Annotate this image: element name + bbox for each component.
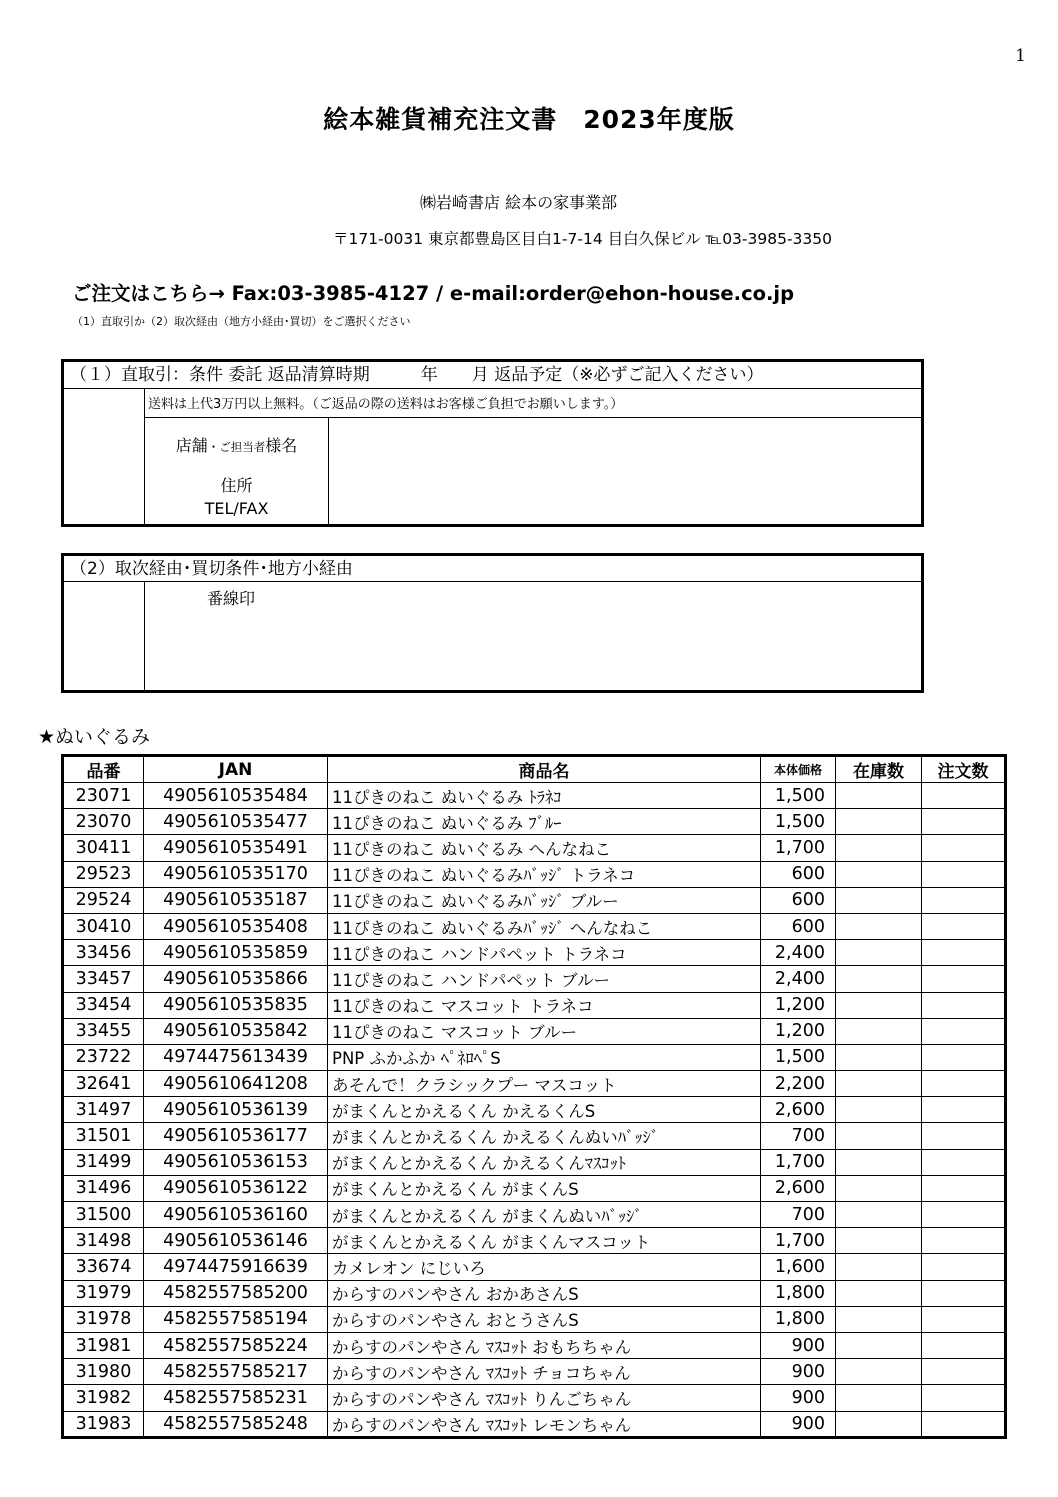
item-jan: 4582557585217 [144,1359,328,1385]
table-row [63,1202,1006,1228]
distributor-header: （2）取次経由･買切条件･地方小経由 [64,556,921,582]
section-title: ★ぬいぐるみ [38,726,151,748]
col-header-name: 商品名 [328,756,761,783]
table-row [63,1332,1006,1358]
stock-cell[interactable] [836,1097,922,1123]
item-jan: 4905610536139 [144,1097,328,1123]
order-quantity-cell[interactable] [922,1411,1006,1437]
table-row [63,835,1006,861]
item-price: 1,500 [761,809,836,835]
item-jan: 4905610535842 [144,1018,328,1044]
table-header-row [63,756,1006,783]
item-price: 600 [761,913,836,939]
table-row [63,1280,1006,1306]
item-jan: 4582557585194 [144,1306,328,1332]
item-name: からすのパンやさん ﾏｽｺｯﾄ おもちちゃん [328,1332,761,1358]
stock-cell[interactable] [836,1149,922,1175]
item-code: 23070 [63,809,144,835]
item-price: 900 [761,1332,836,1358]
item-name: 11ぴきのねこ マスコット トラネコ [328,992,761,1018]
item-price: 2,400 [761,966,836,992]
item-name: 11ぴきのねこ マスコット ブルー [328,1018,761,1044]
order-quantity-cell[interactable] [922,1149,1006,1175]
item-code: 33674 [63,1254,144,1280]
order-quantity-cell[interactable] [922,940,1006,966]
order-contact-line: ご注文はこちら→ Fax:03-3985-4127 / e-mail:order@ehon-house.co.jp [72,282,795,305]
table-row [63,1254,1006,1280]
item-code: 30410 [63,913,144,939]
table-row [63,966,1006,992]
stock-cell[interactable] [836,913,922,939]
order-quantity-cell[interactable] [922,861,1006,887]
item-price: 1,200 [761,1018,836,1044]
item-code: 31983 [63,1411,144,1437]
table-row [63,1306,1006,1332]
page-title: 絵本雑貨補充注文書 2023年度版 [323,105,735,134]
item-jan: 4582557585224 [144,1332,328,1358]
item-code: 29524 [63,887,144,913]
item-price: 600 [761,887,836,913]
item-jan: 4582557585231 [144,1385,328,1411]
order-quantity-cell[interactable] [922,1175,1006,1201]
item-code: 31499 [63,1149,144,1175]
item-code: 23071 [63,783,144,809]
order-quantity-cell[interactable] [922,1385,1006,1411]
order-quantity-cell[interactable] [922,1254,1006,1280]
stock-cell[interactable] [836,861,922,887]
item-name: からすのパンやさん ﾏｽｺｯﾄ チョコちゃん [328,1359,761,1385]
item-name: がまくんとかえるくん かえるくんﾏｽｺｯﾄ [328,1149,761,1175]
item-name: からすのパンやさん ﾏｽｺｯﾄ レモンちゃん [328,1411,761,1437]
direct-trade-header: （１）直取引：条件 委託 返品清算時期 年 月 返品予定（※必ずご記入ください） [64,362,921,389]
item-jan: 4905610535170 [144,861,328,887]
item-price: 600 [761,861,836,887]
item-price: 1,200 [761,992,836,1018]
stock-cell[interactable] [836,1411,922,1437]
order-quantity-cell[interactable] [922,1332,1006,1358]
item-jan: 4905610535491 [144,835,328,861]
item-code: 23722 [63,1044,144,1070]
col-header-order: 注文数 [922,756,1006,783]
order-quantity-cell[interactable] [922,992,1006,1018]
order-quantity-cell[interactable] [922,1044,1006,1070]
item-name: 11ぴきのねこ ぬいぐるみ ﾄﾗﾈｺ [328,783,761,809]
table-row [63,1044,1006,1070]
item-jan: 4905610536146 [144,1228,328,1254]
col-header-code: 品番 [63,756,144,783]
item-code: 31497 [63,1097,144,1123]
item-price: 1,500 [761,783,836,809]
order-quantity-cell[interactable] [922,887,1006,913]
stock-cell[interactable] [836,809,922,835]
stock-cell[interactable] [836,1018,922,1044]
item-jan: 4905610535187 [144,887,328,913]
store-label-text: 店舗 [175,436,208,455]
item-name: がまくんとかえるくん かえるくんぬいﾊﾞｯｼﾞ [328,1123,761,1149]
item-name: PNP ふかふか ﾍﾟﾈﾛﾍﾟS [328,1044,761,1070]
item-code: 33456 [63,940,144,966]
store-label [145,433,328,456]
order-note: （1）直取引か（2）取次経由（地方小経由･買切）をご選択ください [72,315,411,328]
item-code: 32641 [63,1071,144,1097]
store-label-small: ・ご担当者 [207,440,266,454]
item-name: 11ぴきのねこ ぬいぐるみ ﾌﾞﾙｰ [328,809,761,835]
col-header-jan: JAN [144,756,328,783]
stock-cell[interactable] [836,940,922,966]
store-label-end: 様名 [265,436,298,455]
item-jan: 4905610536153 [144,1149,328,1175]
order-quantity-cell[interactable] [922,1202,1006,1228]
item-price: 1,800 [761,1306,836,1332]
order-quantity-cell[interactable] [922,1018,1006,1044]
table-row [63,783,1006,809]
table-row [63,1385,1006,1411]
stock-cell[interactable] [836,1123,922,1149]
item-code: 29523 [63,861,144,887]
address-label: 住所 [220,476,253,495]
item-name: がまくんとかえるくん がまくんマスコット [328,1228,761,1254]
item-name: カメレオン にじいろ [328,1254,761,1280]
item-jan: 4905610536122 [144,1175,328,1201]
stock-cell[interactable] [836,992,922,1018]
item-jan: 4974475613439 [144,1044,328,1070]
stock-cell[interactable] [836,835,922,861]
table-row [63,913,1006,939]
item-price: 700 [761,1123,836,1149]
item-jan: 4582557585248 [144,1411,328,1437]
order-quantity-cell[interactable] [922,1097,1006,1123]
item-code: 31978 [63,1306,144,1332]
item-jan: 4905610641208 [144,1071,328,1097]
item-name: がまくんとかえるくん がまくんぬいﾊﾞｯｼﾞ [328,1202,761,1228]
item-price: 2,600 [761,1097,836,1123]
order-quantity-cell[interactable] [922,1280,1006,1306]
item-jan: 4905610535835 [144,992,328,1018]
item-price: 2,200 [761,1071,836,1097]
item-name: からすのパンやさん おとうさんS [328,1306,761,1332]
table-row [63,1359,1006,1385]
item-code: 31979 [63,1280,144,1306]
order-quantity-cell[interactable] [922,1228,1006,1254]
item-price: 1,700 [761,1149,836,1175]
distributor-box [61,553,924,693]
stock-cell[interactable] [836,1254,922,1280]
item-price: 1,800 [761,1280,836,1306]
table-row [63,1411,1006,1437]
item-price: 2,600 [761,1175,836,1201]
item-code: 31500 [63,1202,144,1228]
order-quantity-cell[interactable] [922,1306,1006,1332]
order-quantity-cell[interactable] [922,1123,1006,1149]
table-row [63,1149,1006,1175]
table-row [63,940,1006,966]
stock-cell[interactable] [836,1280,922,1306]
item-name: からすのパンやさん おかあさんS [328,1280,761,1306]
tel-fax-label: TEL/FAX [204,499,269,518]
item-code: 31496 [63,1175,144,1201]
item-code: 31981 [63,1332,144,1358]
table-row [63,1175,1006,1201]
item-jan: 4905610535408 [144,913,328,939]
item-price: 900 [761,1359,836,1385]
table-row [63,1097,1006,1123]
col-header-price: 本体価格 [761,756,836,783]
stock-cell[interactable] [836,966,922,992]
item-price: 2,400 [761,940,836,966]
stock-cell[interactable] [836,1306,922,1332]
shipping-note: 送料は上代3万円以上無料。（ご返品の際の送料はお客様ご負担でお願いします。） [148,397,624,412]
stock-cell[interactable] [836,1359,922,1385]
col-header-stock: 在庫数 [836,756,922,783]
order-quantity-cell[interactable] [922,783,1006,809]
item-name: からすのパンやさん ﾏｽｺｯﾄ りんごちゃん [328,1385,761,1411]
order-quantity-cell[interactable] [922,1359,1006,1385]
item-price: 1,700 [761,835,836,861]
stock-cell[interactable] [836,783,922,809]
stock-cell[interactable] [836,1385,922,1411]
item-code: 33455 [63,1018,144,1044]
divider [144,417,921,418]
publisher-name: ㈱岩崎書店 絵本の家事業部 [420,193,618,212]
stamp-label: 番線印 [207,589,256,608]
item-jan: 4905610535866 [144,966,328,992]
item-name: がまくんとかえるくん かえるくんS [328,1097,761,1123]
item-price: 1,500 [761,1044,836,1070]
item-jan: 4905610536160 [144,1202,328,1228]
page-number: 1 [1015,46,1026,66]
item-price: 900 [761,1411,836,1437]
publisher-address: 〒171-0031 東京都豊島区目白1-7-14 目白久保ビル ℡03-3985-3350 [333,230,832,248]
stock-cell[interactable] [836,1228,922,1254]
item-jan: 4905610535859 [144,940,328,966]
item-price: 1,600 [761,1254,836,1280]
table-row [63,861,1006,887]
table-row [63,1071,1006,1097]
item-name: 11ぴきのねこ ぬいぐるみﾊﾞｯｼﾞ トラネコ [328,861,761,887]
stock-cell[interactable] [836,1332,922,1358]
order-quantity-cell[interactable] [922,809,1006,835]
order-quantity-cell[interactable] [922,835,1006,861]
item-name: 11ぴきのねこ ぬいぐるみ へんなねこ [328,835,761,861]
stock-cell[interactable] [836,1202,922,1228]
stock-cell[interactable] [836,887,922,913]
order-quantity-cell[interactable] [922,966,1006,992]
divider [328,417,329,524]
table-row [63,809,1006,835]
item-code: 31498 [63,1228,144,1254]
table-body [63,783,1006,1438]
item-name: 11ぴきのねこ ハンドパペット トラネコ [328,940,761,966]
divider [144,582,145,690]
item-code: 30411 [63,835,144,861]
item-name: 11ぴきのねこ ハンドパペット ブルー [328,966,761,992]
item-name: 11ぴきのねこ ぬいぐるみﾊﾞｯｼﾞ ブルー [328,887,761,913]
item-jan: 4582557585200 [144,1280,328,1306]
table-row [63,1018,1006,1044]
table-row [63,1228,1006,1254]
table-row [63,887,1006,913]
order-quantity-cell[interactable] [922,1071,1006,1097]
table-row [63,1123,1006,1149]
item-price: 700 [761,1202,836,1228]
item-price: 1,700 [761,1228,836,1254]
item-jan: 4905610535484 [144,783,328,809]
item-name: がまくんとかえるくん がまくんS [328,1175,761,1201]
item-name: 11ぴきのねこ ぬいぐるみﾊﾞｯｼﾞ へんなねこ [328,913,761,939]
item-price: 900 [761,1385,836,1411]
stock-cell[interactable] [836,1071,922,1097]
table-row [63,992,1006,1018]
item-jan: 4974475916639 [144,1254,328,1280]
item-code: 31501 [63,1123,144,1149]
items-table [61,754,1007,1439]
item-jan: 4905610536177 [144,1123,328,1149]
item-jan: 4905610535477 [144,809,328,835]
stock-cell[interactable] [836,1044,922,1070]
item-name: あそんで！クラシックプー マスコット [328,1071,761,1097]
stock-cell[interactable] [836,1175,922,1201]
order-quantity-cell[interactable] [922,913,1006,939]
item-code: 33457 [63,966,144,992]
item-code: 33454 [63,992,144,1018]
item-code: 31982 [63,1385,144,1411]
direct-trade-box [61,359,924,527]
item-code: 31980 [63,1359,144,1385]
